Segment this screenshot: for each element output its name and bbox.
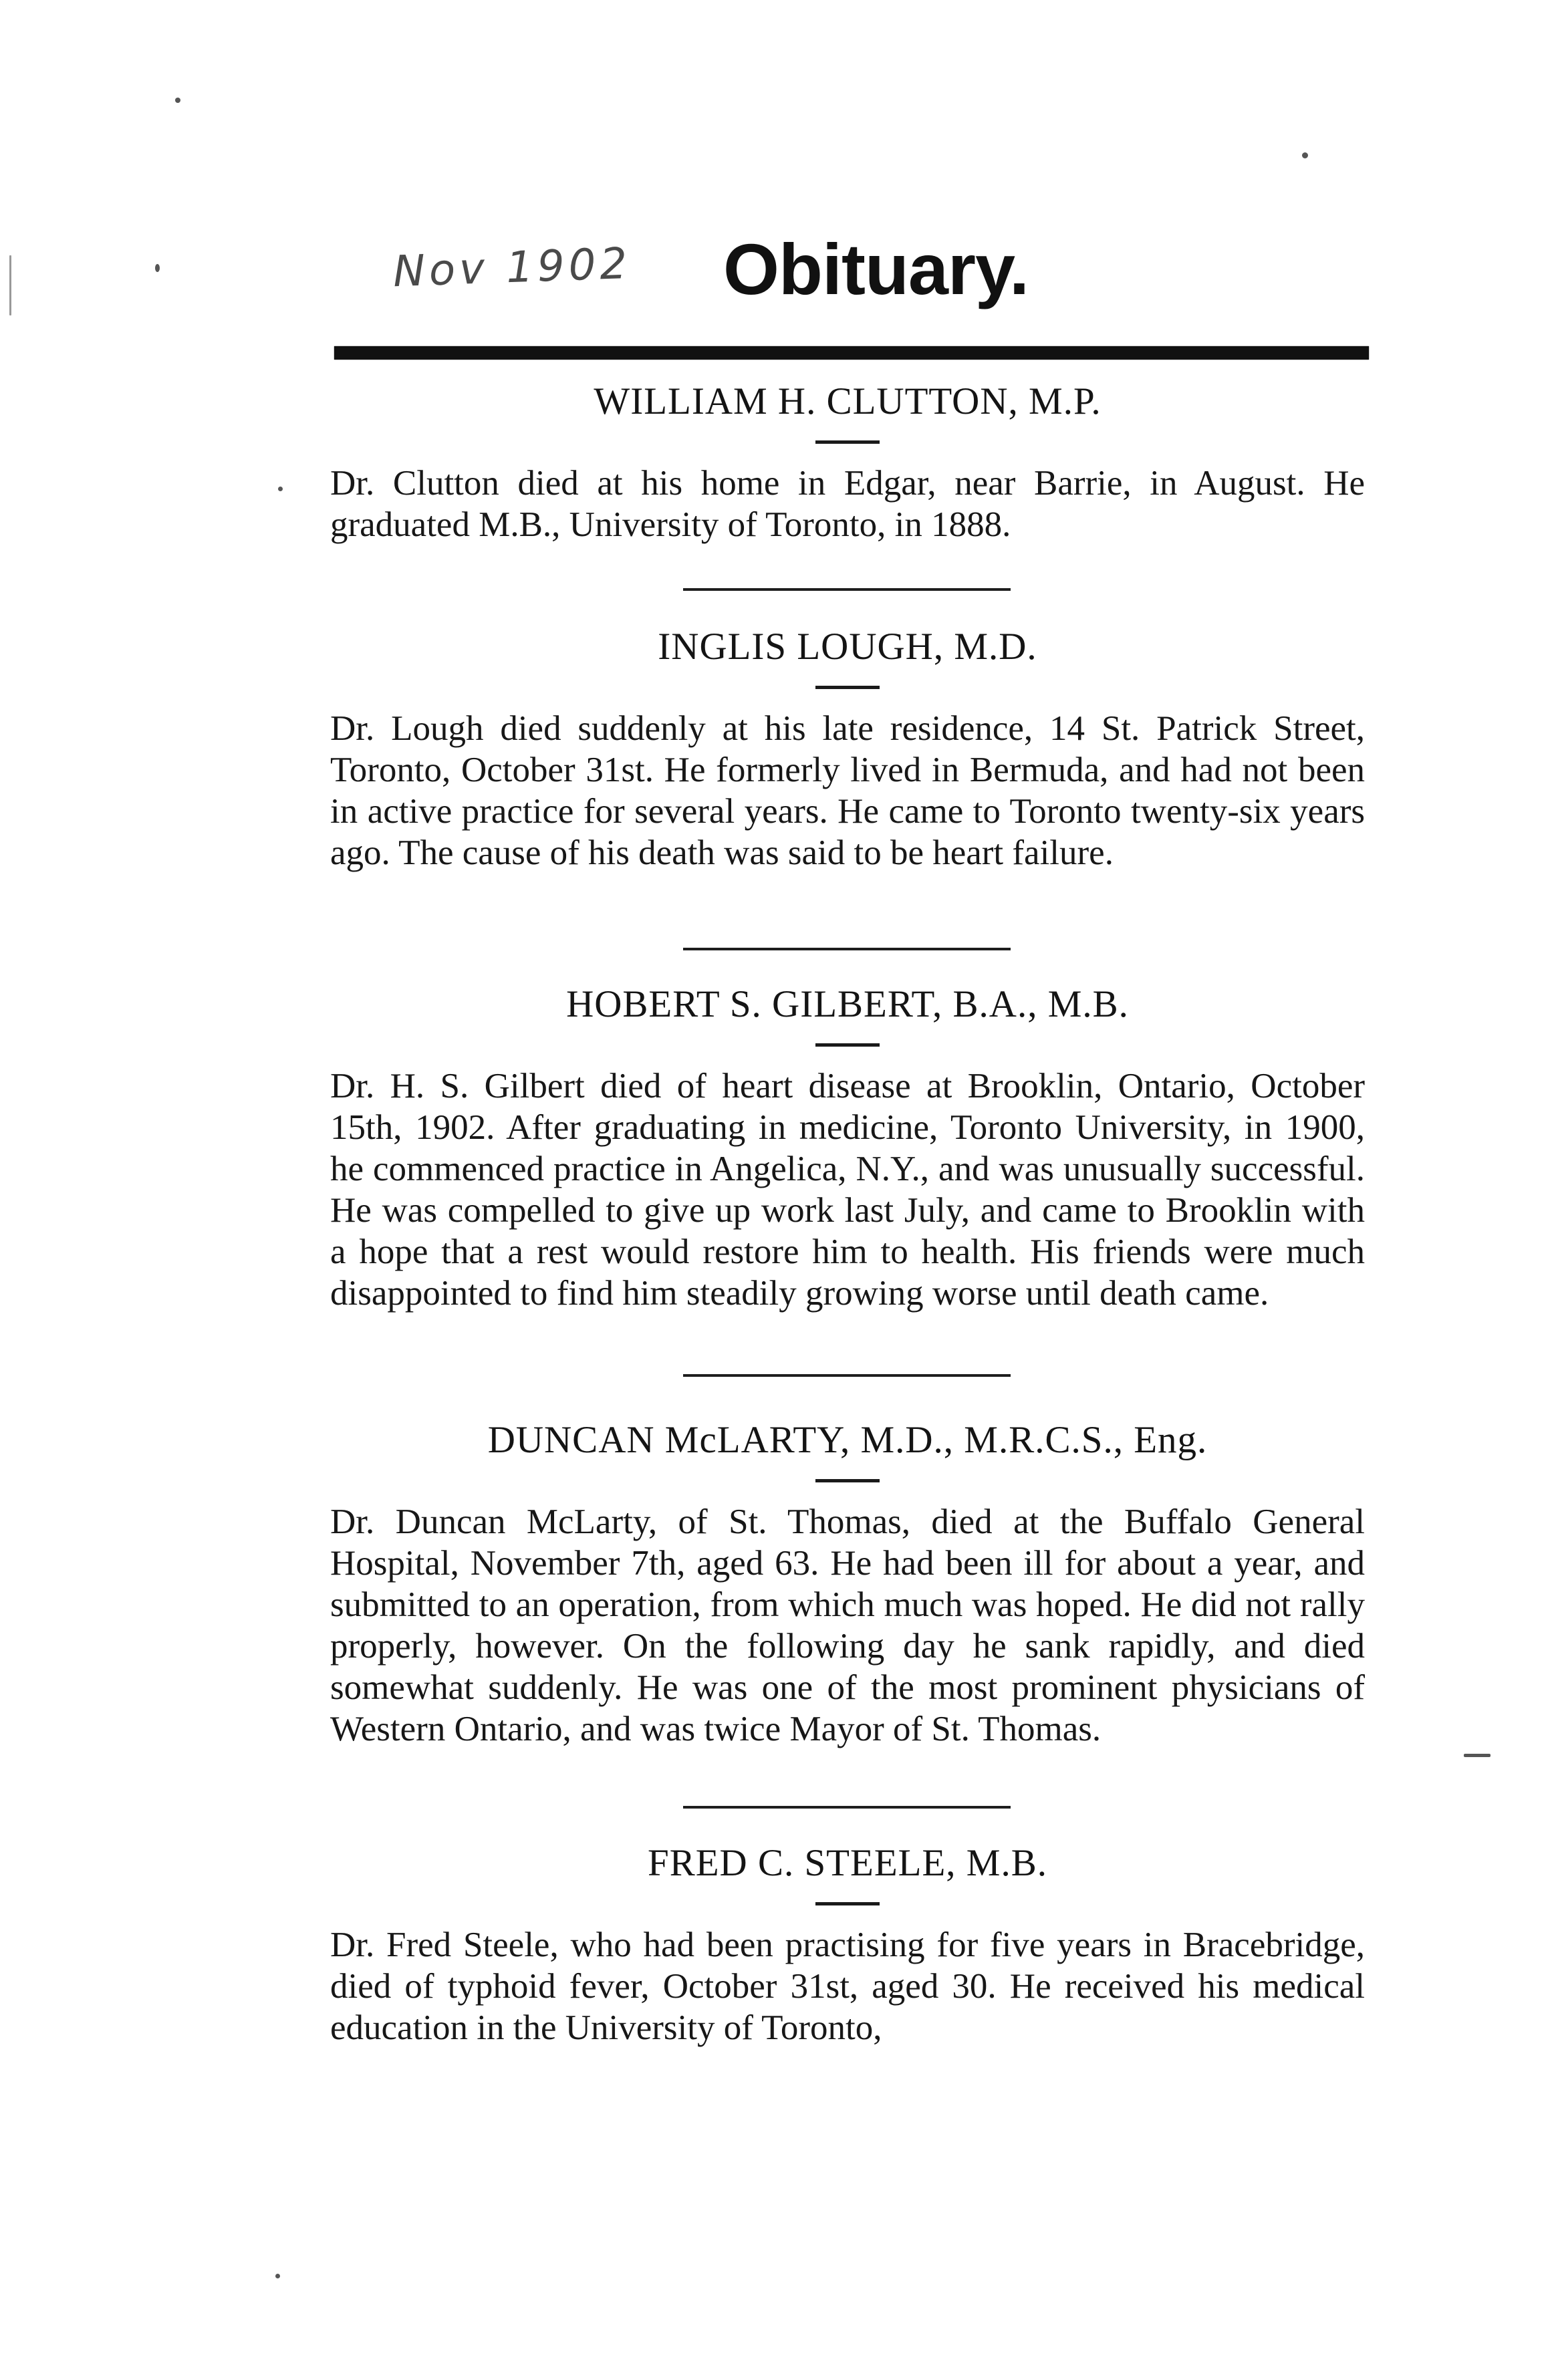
- heading-rule: [815, 1479, 880, 1482]
- entry-text: Dr. Clutton died at his home in Edgar, near Barrie, in August. He graduated M.B., University of Toronto, in 1888.: [330, 464, 1365, 544]
- scan-speck: [278, 487, 283, 491]
- entry-heading: DUNCAN McLARTY, M.D., M.R.C.S., Eng.: [487, 1419, 1208, 1461]
- title-rule: [334, 346, 1369, 360]
- section-separator: [683, 1374, 1011, 1377]
- handwritten-date-annotation: Nov 1902: [392, 239, 632, 297]
- obituary-entry-steele: [330, 1841, 1365, 2048]
- entry-text: Dr. Fred Steele, who had been practising for five years in Bracebridge, died of typhoid fever, October 31st, aged 30. He received his medical education in the University of Toronto,: [330, 1926, 1365, 2047]
- entry-text: Dr. H. S. Gilbert died of heart disease at Brooklin, Ontario, October 15th, 1902. After graduating in medicine, Toronto University, in 1900, he commenced practice in Angelica, N.Y., and was unusually successful. He was compelled to give up work last July, and came to Brooklin with a hope that a rest would restore him to health. His friends were much disappointed to find him steadily growing worse until death came.: [330, 1067, 1365, 1313]
- page-header: [0, 227, 1550, 327]
- section-separator: [683, 588, 1011, 591]
- scan-speck: [1302, 152, 1308, 158]
- scan-speck: [275, 2274, 280, 2278]
- scan-speck: [1464, 1754, 1491, 1757]
- entry-heading: WILLIAM H. CLUTTON, M.P.: [594, 380, 1102, 422]
- heading-rule: [815, 440, 880, 444]
- scan-speck: [175, 98, 180, 103]
- entry-text: Dr. Lough died suddenly at his late residence, 14 St. Patrick Street, Toronto, October 31st. He formerly lived in Bermuda, and had not been in active practice for several years. He came to Toronto twenty-six years ago. The cause of his death was said to be heart failure.: [330, 709, 1365, 872]
- obituary-entry-clutton: [330, 380, 1365, 545]
- entry-heading: FRED C. STEELE, M.B.: [648, 1842, 1047, 1884]
- page-title: Obituary.: [723, 229, 1029, 309]
- entry-text: Dr. Duncan McLarty, of St. Thomas, died at the Buffalo General Hospital, November 7th, aged 63. He had been ill for about a year, and submitted to an operation, from which much was hoped. He did not rally properly, however. On the following day he sank rapidly, and died somewhat suddenly. He was one of the most prominent physicians of Western Ontario, and was twice Mayor of St. Thomas.: [330, 1502, 1365, 1748]
- obituary-entry-gilbert: [330, 982, 1365, 1314]
- obituary-entry-lough: [330, 625, 1365, 874]
- heading-rule: [815, 1902, 880, 1905]
- heading-rule: [815, 686, 880, 689]
- obituary-entry-mclarty: [330, 1418, 1365, 1750]
- heading-rule: [815, 1043, 880, 1047]
- entry-heading: HOBERT S. GILBERT, B.A., M.B.: [566, 983, 1129, 1025]
- section-separator: [683, 948, 1011, 950]
- entry-heading: INGLIS LOUGH, M.D.: [658, 626, 1037, 668]
- section-separator: [683, 1806, 1011, 1809]
